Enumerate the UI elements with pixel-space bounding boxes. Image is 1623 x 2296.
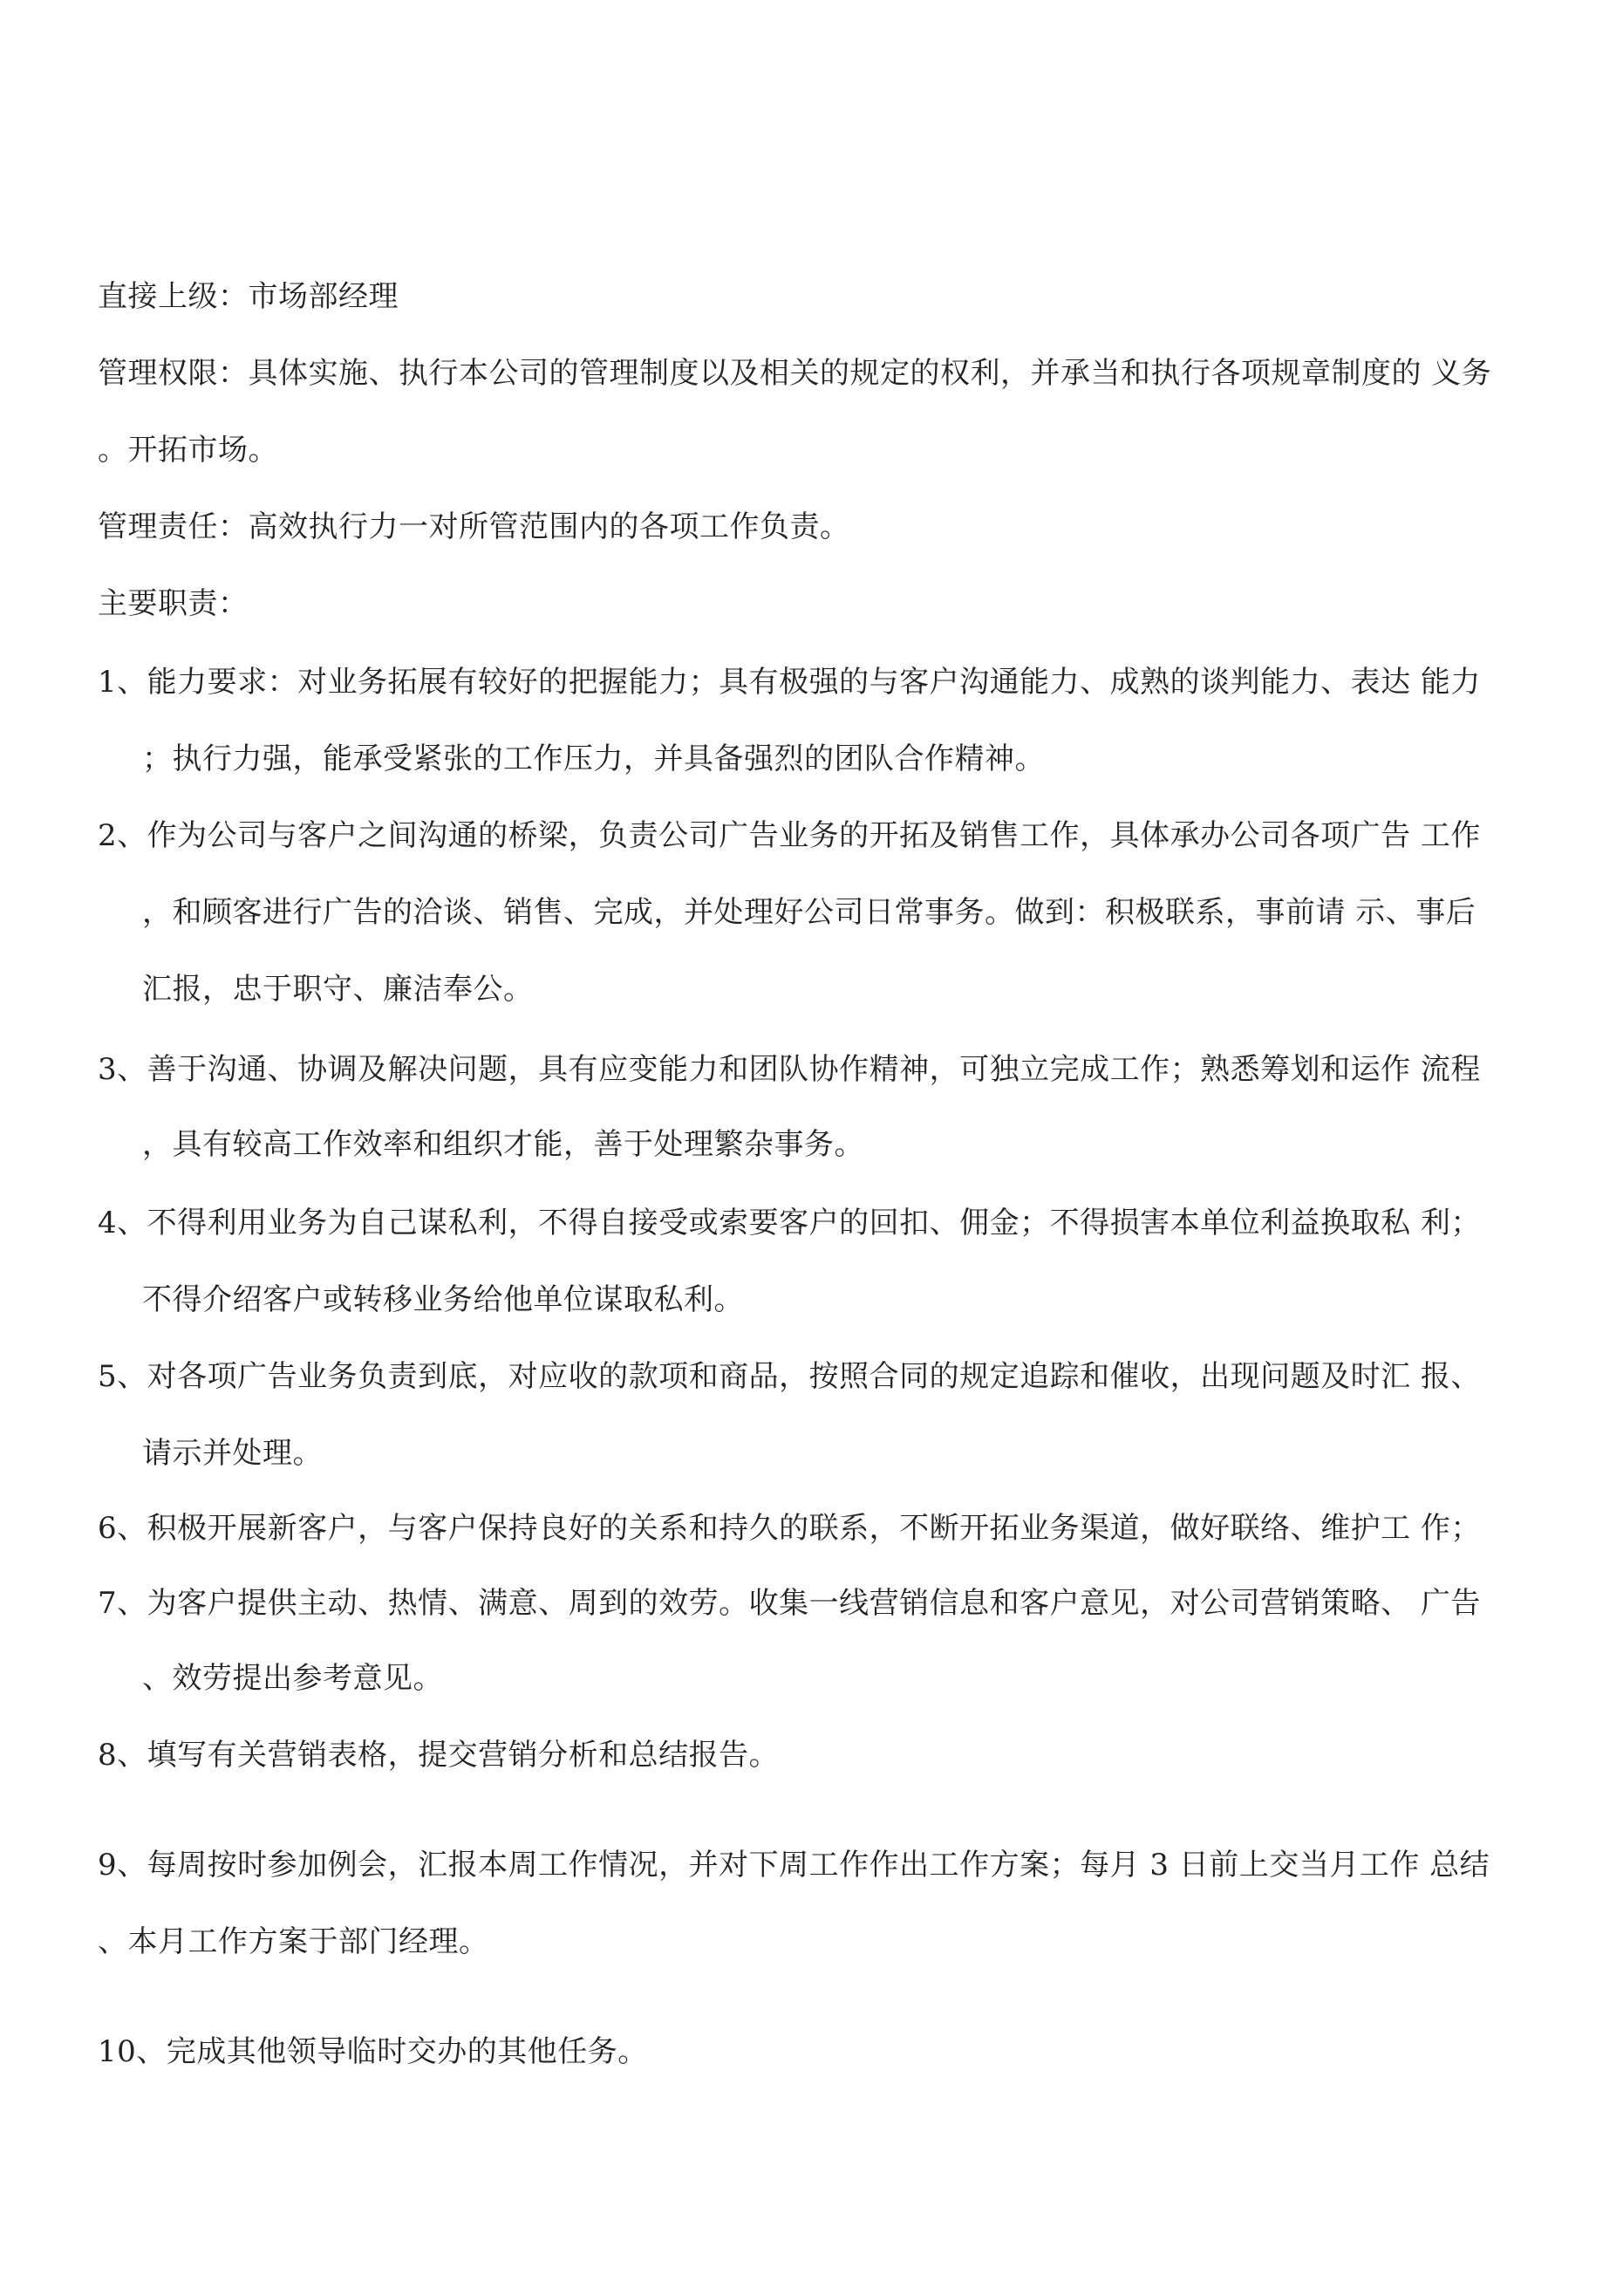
responsibility-line: 管理责任：高效执行力一对所管范围内的各项工作负责。	[98, 509, 850, 544]
supervisor-line: 直接上级：市场部经理	[98, 279, 399, 314]
duty-item-4-cont: 不得介绍客户或转移业务给他单位谋取私利。	[142, 1282, 744, 1317]
duty-item-7-cont: 、效劳提出参考意见。	[142, 1661, 443, 1696]
authority-line-cont: 。开拓市场。	[98, 433, 278, 468]
duty-item-3: 3、善于沟通、协调及解决问题，具有应变能力和团队协作精神，可独立完成工作；熟悉筹划和运作 流程	[98, 1052, 1481, 1087]
duty-item-4: 4、不得利用业务为自己谋私利，不得自接受或索要客户的回扣、佣金；不得损害本单位利益换取私 利；	[98, 1206, 1481, 1240]
duty-item-1-cont: ；执行力强，能承受紧张的工作压力，并具备强烈的团队合作精神。	[142, 741, 1045, 776]
main-duties-heading: 主要职责：	[98, 586, 249, 621]
duty-item-3-cont: ，具有较高工作效率和组织才能，善于处理繁杂事务。	[142, 1127, 864, 1162]
duty-item-9: 9、每周按时参加例会，汇报本周工作情况，并对下周工作作出工作方案；每月 3 日前上交当月工作 总结	[98, 1848, 1490, 1883]
duty-item-2-cont: ，和顾客进行广告的洽谈、销售、完成，并处理好公司日常事务。做到：积极联系，事前请 示、事后	[142, 895, 1476, 930]
duty-item-7: 7、为客户提供主动、热情、满意、周到的效劳。收集一线营销信息和客户意见，对公司营销策略、 广告	[98, 1586, 1481, 1621]
duty-item-8: 8、填写有关营销表格，提交营销分析和总结报告。	[98, 1738, 780, 1773]
duty-item-2: 2、作为公司与客户之间沟通的桥梁，负责公司广告业务的开拓及销售工作，具体承办公司各项广告 工作	[98, 818, 1481, 853]
duty-item-1: 1、能力要求：对业务拓展有较好的把握能力；具有极强的与客户沟通能力、成熟的谈判能力、表达 能力	[98, 665, 1481, 700]
duty-item-6: 6、积极开展新客户，与客户保持良好的关系和持久的联系，不断开拓业务渠道，做好联络、维护工 作；	[98, 1511, 1481, 1546]
duty-item-5: 5、对各项广告业务负责到底，对应收的款项和商品，按照合同的规定追踪和催收，出现问题及时汇 报、	[98, 1359, 1481, 1394]
duty-item-10: 10、完成其他领导临时交办的其他任务。	[98, 2034, 648, 2069]
duty-item-9-cont: 、本月工作方案于部门经理。	[98, 1924, 489, 1959]
duty-item-5-cont: 请示并处理。	[142, 1436, 323, 1471]
duty-item-2-cont2: 汇报，忠于职守、廉洁奉公。	[142, 972, 534, 1007]
authority-line: 管理权限：具体实施、执行本公司的管理制度以及相关的规定的权利，并承当和执行各项规章制度的 义务	[98, 356, 1492, 391]
